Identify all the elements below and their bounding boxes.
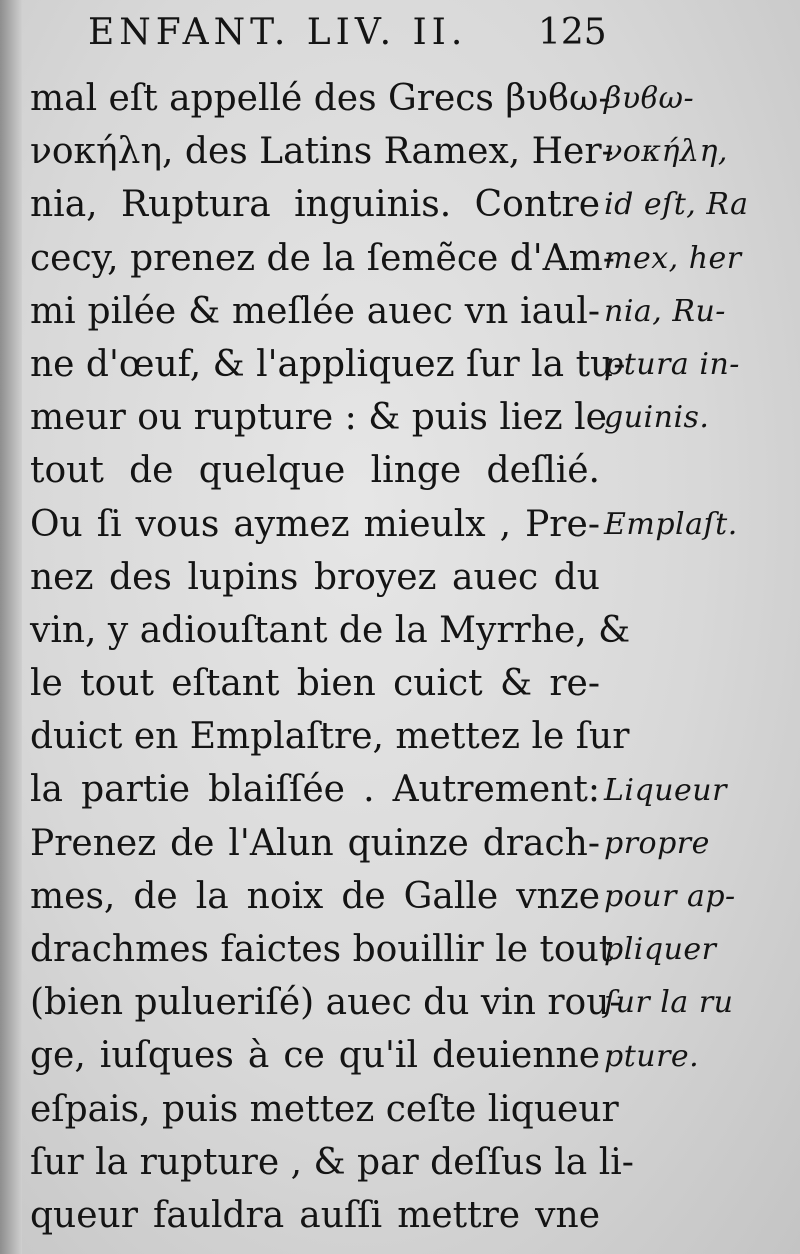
- text-line: cecy, prenez de la ſemẽce d'Am-: [30, 237, 615, 279]
- text-line: drachmes faictes bouillir le tout: [30, 929, 614, 970]
- text-line: (bien pulueriſé) auec du vin rou-: [30, 982, 622, 1024]
- text-line: vin, y adiouſtant de la Myrrhe, &: [30, 609, 631, 651]
- marginal-note-greek-terms-line: ptura in-: [604, 347, 740, 382]
- text-line: ge, iuſques à ce qu'il deuienne: [30, 1035, 600, 1077]
- marginal-note-greek-terms-line: id eſt, Ra: [604, 187, 749, 223]
- text-line: nia, Ruptura inguinis. Contre: [30, 184, 600, 226]
- running-head: [0, 12, 800, 62]
- marginal-note-greek-terms-line: mex, her: [604, 240, 742, 276]
- text-line: queur fauldra auſſi mettre vne: [30, 1194, 600, 1236]
- marginal-note-liqueur-line: ſur la ru: [604, 985, 734, 1021]
- text-line: la partie blaiſſée . Autrement:: [30, 769, 600, 811]
- text-line: eſpais, puis mettez ceſte liqueur: [30, 1088, 619, 1130]
- page-gutter-shadow: [0, 0, 22, 1254]
- text-line: tout de quelque linge deſlié.: [30, 450, 600, 492]
- marginal-note-liqueur-line: propre: [604, 825, 710, 861]
- text-line: νοκήλη, des Latins Ramex, Her-: [30, 131, 614, 173]
- text-line: duict en Emplaſtre, mettez le ſur: [30, 716, 630, 758]
- text-line: meur ou rupture : & puis liez le: [30, 397, 607, 439]
- marginal-note-emplast-line: Emplaſt.: [604, 506, 738, 542]
- text-line: ſur la rupture , & par deſſus la li-: [30, 1141, 634, 1183]
- text-line: mes, de la noix de Galle vnze: [30, 875, 600, 917]
- main-text-block: [30, 72, 634, 1242]
- marginal-note-liqueur-line: pour ap-: [604, 879, 736, 914]
- marginal-note-greek-terms-line: βυϐω-: [604, 81, 695, 116]
- marginal-note-liqueur-line: Liqueur: [604, 772, 727, 808]
- text-line: nez des lupins broyez auec du: [30, 556, 600, 598]
- text-line: mi pilée & meſlée auec vn iaul-: [30, 290, 600, 332]
- marginal-note-liqueur-line: pture.: [604, 1038, 700, 1074]
- page-number: 125: [538, 12, 607, 53]
- marginal-note-liqueur-line: pliquer: [604, 932, 717, 968]
- text-line: mal eſt appellé des Grecs βυϐω-: [30, 78, 611, 119]
- text-line: Ou ſi vous aymez mieulx , Pre-: [30, 503, 600, 545]
- text-line: ne d'œuf, & l'appliquez ſur la tu-: [30, 343, 626, 385]
- marginal-note-greek-terms-line: νοκήλη,: [604, 134, 728, 170]
- marginal-note-greek-terms-line: nia, Ru-: [604, 293, 726, 329]
- text-line: le tout eſtant bien cuict & re-: [30, 663, 600, 705]
- running-head-title: ENFANT. LIV. II.: [88, 12, 468, 53]
- marginal-note-greek-terms-line: guinis.: [604, 400, 710, 436]
- text-line: Prenez de l'Alun quinze drach-: [30, 822, 600, 864]
